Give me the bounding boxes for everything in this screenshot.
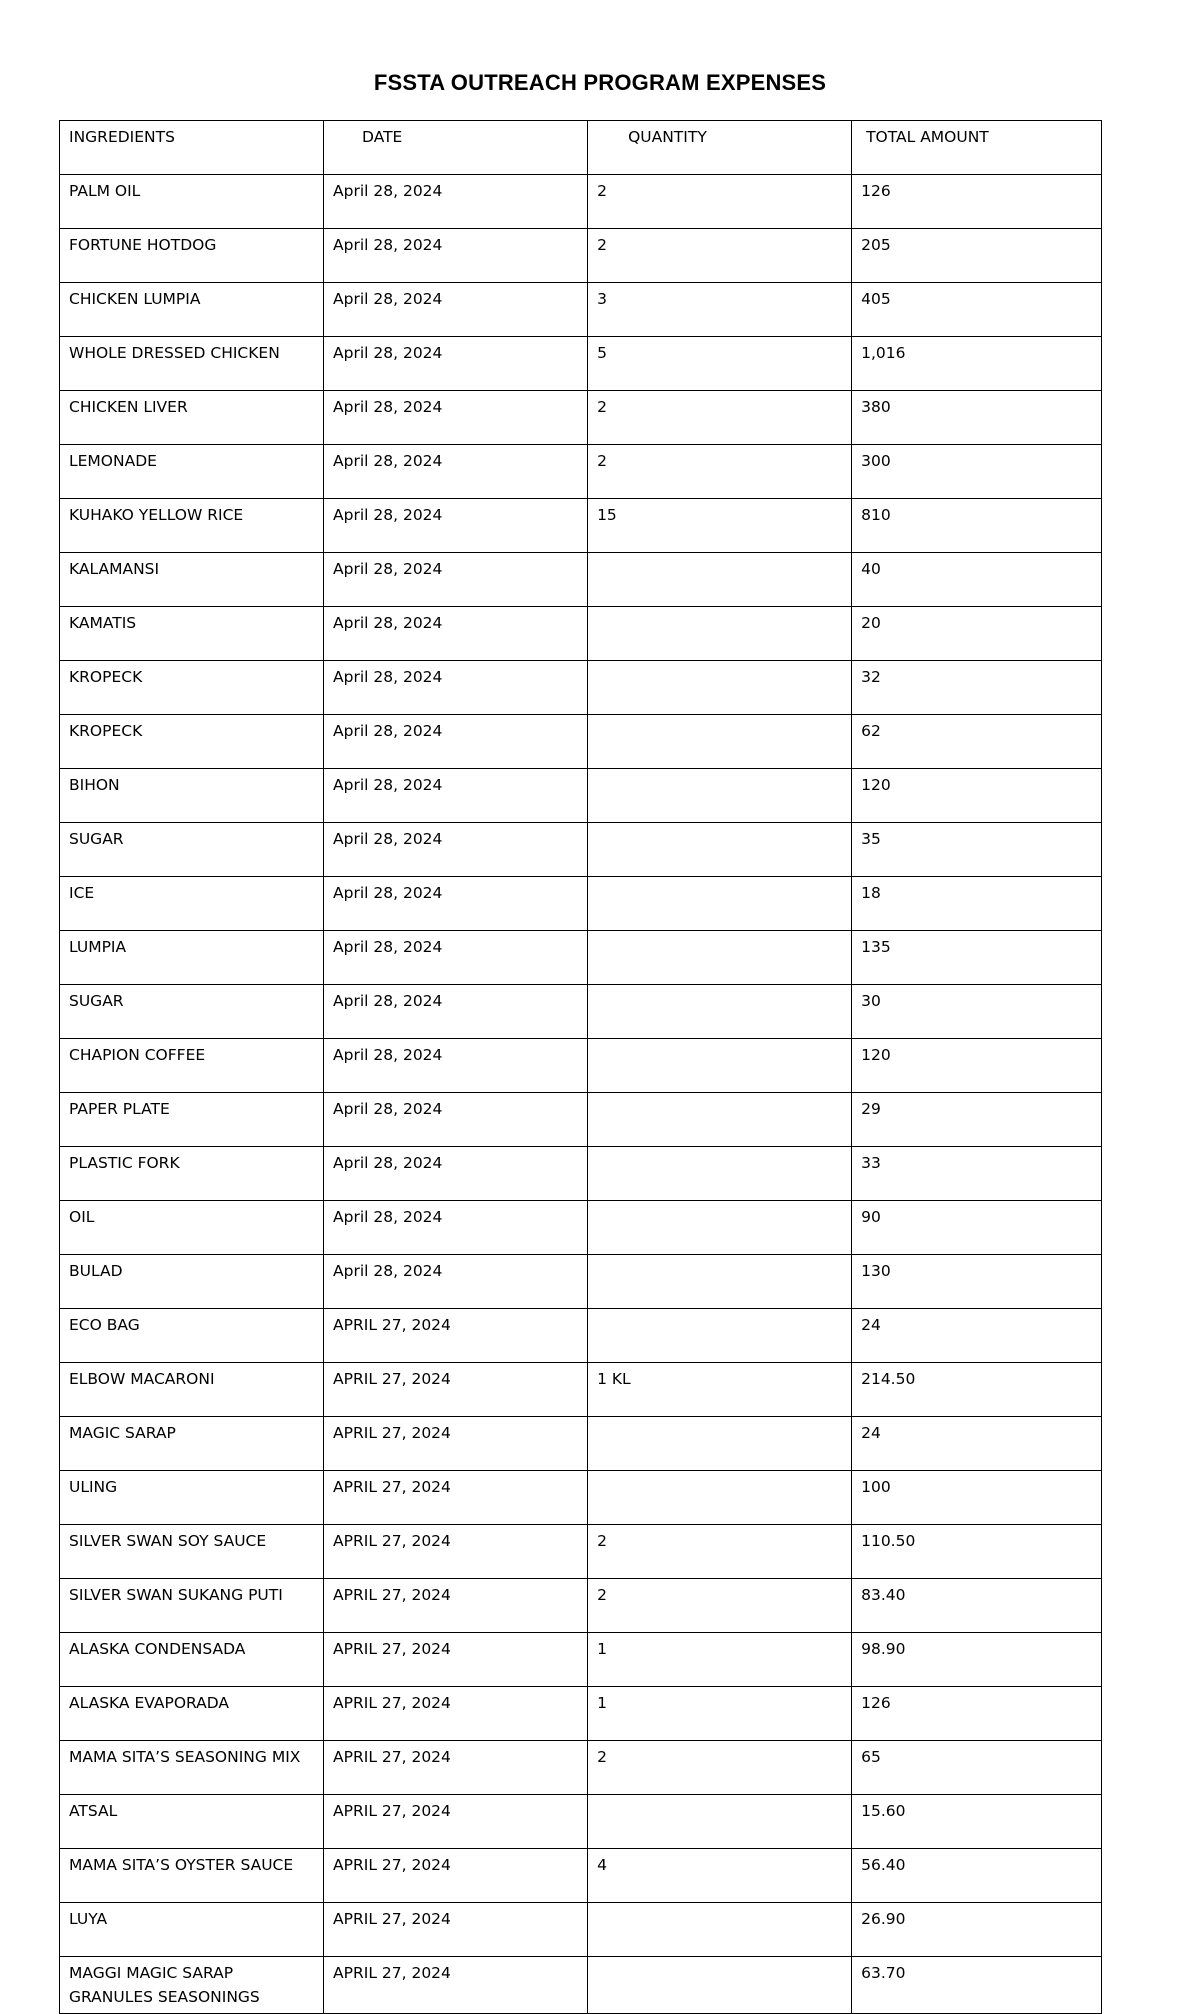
date-cell: APRIL 27, 2024 bbox=[324, 1849, 588, 1903]
date-cell: April 28, 2024 bbox=[324, 499, 588, 553]
table-row bbox=[60, 931, 1102, 985]
quantity-cell bbox=[588, 769, 852, 823]
table-row bbox=[60, 877, 1102, 931]
total-amount-cell: 62 bbox=[852, 715, 1102, 769]
ingredient-cell: ALASKA EVAPORADA bbox=[60, 1687, 324, 1741]
total-amount-cell: 380 bbox=[852, 391, 1102, 445]
expenses-table-body bbox=[60, 175, 1102, 2014]
date-cell: April 28, 2024 bbox=[324, 337, 588, 391]
column-header-date: DATE bbox=[324, 121, 588, 175]
quantity-cell bbox=[588, 1093, 852, 1147]
table-header-row bbox=[60, 121, 1102, 175]
ingredient-cell: ICE bbox=[60, 877, 324, 931]
total-amount-cell: 126 bbox=[852, 1687, 1102, 1741]
table-row bbox=[60, 1201, 1102, 1255]
total-amount-cell: 26.90 bbox=[852, 1903, 1102, 1957]
table-row bbox=[60, 607, 1102, 661]
total-amount-cell: 83.40 bbox=[852, 1579, 1102, 1633]
total-amount-cell: 810 bbox=[852, 499, 1102, 553]
column-header-ingredients: INGREDIENTS bbox=[60, 121, 324, 175]
quantity-cell bbox=[588, 607, 852, 661]
ingredient-cell: MAGGI MAGIC SARAP GRANULES SEASONINGS bbox=[60, 1957, 324, 2014]
quantity-cell: 1 KL bbox=[588, 1363, 852, 1417]
ingredient-cell: ELBOW MACARONI bbox=[60, 1363, 324, 1417]
table-row bbox=[60, 1039, 1102, 1093]
table-row bbox=[60, 1147, 1102, 1201]
date-cell: APRIL 27, 2024 bbox=[324, 1795, 588, 1849]
ingredient-cell: KUHAKO YELLOW RICE bbox=[60, 499, 324, 553]
table-row bbox=[60, 1471, 1102, 1525]
ingredient-cell: ATSAL bbox=[60, 1795, 324, 1849]
date-cell: April 28, 2024 bbox=[324, 1201, 588, 1255]
quantity-cell bbox=[588, 1039, 852, 1093]
quantity-cell: 3 bbox=[588, 283, 852, 337]
total-amount-cell: 135 bbox=[852, 931, 1102, 985]
quantity-cell bbox=[588, 1957, 852, 2014]
total-amount-cell: 24 bbox=[852, 1417, 1102, 1471]
ingredient-cell: WHOLE DRESSED CHICKEN bbox=[60, 337, 324, 391]
date-cell: APRIL 27, 2024 bbox=[324, 1903, 588, 1957]
quantity-cell bbox=[588, 1471, 852, 1525]
date-cell: April 28, 2024 bbox=[324, 985, 588, 1039]
table-row bbox=[60, 1903, 1102, 1957]
quantity-cell: 2 bbox=[588, 229, 852, 283]
date-cell: April 28, 2024 bbox=[324, 931, 588, 985]
table-row bbox=[60, 1309, 1102, 1363]
quantity-cell: 1 bbox=[588, 1687, 852, 1741]
date-cell: April 28, 2024 bbox=[324, 1255, 588, 1309]
date-cell: APRIL 27, 2024 bbox=[324, 1417, 588, 1471]
total-amount-cell: 29 bbox=[852, 1093, 1102, 1147]
date-cell: April 28, 2024 bbox=[324, 661, 588, 715]
date-cell: April 28, 2024 bbox=[324, 391, 588, 445]
total-amount-cell: 98.90 bbox=[852, 1633, 1102, 1687]
ingredient-cell: PALM OIL bbox=[60, 175, 324, 229]
date-cell: APRIL 27, 2024 bbox=[324, 1579, 588, 1633]
quantity-cell bbox=[588, 1795, 852, 1849]
ingredient-cell: SILVER SWAN SUKANG PUTI bbox=[60, 1579, 324, 1633]
table-row bbox=[60, 229, 1102, 283]
date-cell: April 28, 2024 bbox=[324, 607, 588, 661]
table-row bbox=[60, 175, 1102, 229]
table-row bbox=[60, 1417, 1102, 1471]
table-row bbox=[60, 283, 1102, 337]
ingredient-cell: KROPECK bbox=[60, 715, 324, 769]
date-cell: April 28, 2024 bbox=[324, 283, 588, 337]
quantity-cell bbox=[588, 1201, 852, 1255]
quantity-cell: 2 bbox=[588, 175, 852, 229]
ingredient-cell: SUGAR bbox=[60, 985, 324, 1039]
total-amount-cell: 120 bbox=[852, 769, 1102, 823]
quantity-cell bbox=[588, 1903, 852, 1957]
total-amount-cell: 33 bbox=[852, 1147, 1102, 1201]
total-amount-cell: 24 bbox=[852, 1309, 1102, 1363]
total-amount-cell: 35 bbox=[852, 823, 1102, 877]
date-cell: April 28, 2024 bbox=[324, 553, 588, 607]
ingredient-cell: MAMA SITA’S OYSTER SAUCE bbox=[60, 1849, 324, 1903]
quantity-cell bbox=[588, 1147, 852, 1201]
ingredient-cell: SILVER SWAN SOY SAUCE bbox=[60, 1525, 324, 1579]
ingredient-cell: LUYA bbox=[60, 1903, 324, 1957]
date-cell: April 28, 2024 bbox=[324, 445, 588, 499]
table-row bbox=[60, 499, 1102, 553]
total-amount-cell: 126 bbox=[852, 175, 1102, 229]
ingredient-cell: CHICKEN LUMPIA bbox=[60, 283, 324, 337]
table-row bbox=[60, 985, 1102, 1039]
table-row bbox=[60, 391, 1102, 445]
date-cell: April 28, 2024 bbox=[324, 823, 588, 877]
date-cell: April 28, 2024 bbox=[324, 175, 588, 229]
quantity-cell: 4 bbox=[588, 1849, 852, 1903]
quantity-cell bbox=[588, 715, 852, 769]
date-cell: APRIL 27, 2024 bbox=[324, 1957, 588, 2014]
table-row bbox=[60, 823, 1102, 877]
table-row bbox=[60, 1741, 1102, 1795]
date-cell: April 28, 2024 bbox=[324, 229, 588, 283]
table-row bbox=[60, 1957, 1102, 2014]
table-row bbox=[60, 1687, 1102, 1741]
table-row bbox=[60, 1579, 1102, 1633]
table-row bbox=[60, 715, 1102, 769]
quantity-cell bbox=[588, 823, 852, 877]
ingredient-cell: PAPER PLATE bbox=[60, 1093, 324, 1147]
total-amount-cell: 300 bbox=[852, 445, 1102, 499]
table-row bbox=[60, 1525, 1102, 1579]
ingredient-cell: CHICKEN LIVER bbox=[60, 391, 324, 445]
total-amount-cell: 120 bbox=[852, 1039, 1102, 1093]
total-amount-cell: 63.70 bbox=[852, 1957, 1102, 2014]
date-cell: April 28, 2024 bbox=[324, 1039, 588, 1093]
total-amount-cell: 205 bbox=[852, 229, 1102, 283]
ingredient-cell: MAGIC SARAP bbox=[60, 1417, 324, 1471]
total-amount-cell: 32 bbox=[852, 661, 1102, 715]
quantity-cell: 2 bbox=[588, 1741, 852, 1795]
quantity-cell bbox=[588, 931, 852, 985]
table-row bbox=[60, 661, 1102, 715]
date-cell: April 28, 2024 bbox=[324, 769, 588, 823]
quantity-cell: 2 bbox=[588, 391, 852, 445]
table-row bbox=[60, 1363, 1102, 1417]
quantity-cell bbox=[588, 877, 852, 931]
ingredient-cell: SUGAR bbox=[60, 823, 324, 877]
total-amount-cell: 15.60 bbox=[852, 1795, 1102, 1849]
date-cell: APRIL 27, 2024 bbox=[324, 1471, 588, 1525]
total-amount-cell: 100 bbox=[852, 1471, 1102, 1525]
ingredient-cell: PLASTIC FORK bbox=[60, 1147, 324, 1201]
ingredient-cell: MAMA SITA’S SEASONING MIX bbox=[60, 1741, 324, 1795]
total-amount-cell: 214.50 bbox=[852, 1363, 1102, 1417]
date-cell: APRIL 27, 2024 bbox=[324, 1525, 588, 1579]
quantity-cell bbox=[588, 985, 852, 1039]
date-cell: APRIL 27, 2024 bbox=[324, 1633, 588, 1687]
page-title: FSSTA OUTREACH PROGRAM EXPENSES bbox=[373, 70, 827, 95]
ingredient-cell: ECO BAG bbox=[60, 1309, 324, 1363]
ingredient-cell: KALAMANSI bbox=[60, 553, 324, 607]
total-amount-cell: 40 bbox=[852, 553, 1102, 607]
ingredient-cell: KAMATIS bbox=[60, 607, 324, 661]
total-amount-cell: 1,016 bbox=[852, 337, 1102, 391]
expenses-table bbox=[59, 120, 1102, 2014]
total-amount-cell: 90 bbox=[852, 1201, 1102, 1255]
ingredient-cell: BULAD bbox=[60, 1255, 324, 1309]
quantity-cell bbox=[588, 1309, 852, 1363]
quantity-cell: 2 bbox=[588, 1579, 852, 1633]
total-amount-cell: 30 bbox=[852, 985, 1102, 1039]
quantity-cell bbox=[588, 1417, 852, 1471]
ingredient-cell: LEMONADE bbox=[60, 445, 324, 499]
total-amount-cell: 20 bbox=[852, 607, 1102, 661]
quantity-cell bbox=[588, 661, 852, 715]
date-cell: April 28, 2024 bbox=[324, 715, 588, 769]
date-cell: APRIL 27, 2024 bbox=[324, 1741, 588, 1795]
ingredient-cell: KROPECK bbox=[60, 661, 324, 715]
ingredient-cell: CHAPION COFFEE bbox=[60, 1039, 324, 1093]
ingredient-cell: FORTUNE HOTDOG bbox=[60, 229, 324, 283]
quantity-cell: 2 bbox=[588, 1525, 852, 1579]
ingredient-cell: OIL bbox=[60, 1201, 324, 1255]
table-row bbox=[60, 1795, 1102, 1849]
table-row bbox=[60, 553, 1102, 607]
table-row bbox=[60, 1255, 1102, 1309]
date-cell: April 28, 2024 bbox=[324, 1093, 588, 1147]
table-row bbox=[60, 1633, 1102, 1687]
quantity-cell bbox=[588, 553, 852, 607]
table-row bbox=[60, 1093, 1102, 1147]
total-amount-cell: 130 bbox=[852, 1255, 1102, 1309]
total-amount-cell: 56.40 bbox=[852, 1849, 1102, 1903]
quantity-cell: 2 bbox=[588, 445, 852, 499]
total-amount-cell: 405 bbox=[852, 283, 1102, 337]
date-cell: APRIL 27, 2024 bbox=[324, 1687, 588, 1741]
total-amount-cell: 18 bbox=[852, 877, 1102, 931]
quantity-cell: 5 bbox=[588, 337, 852, 391]
table-row bbox=[60, 1849, 1102, 1903]
date-cell: APRIL 27, 2024 bbox=[324, 1309, 588, 1363]
total-amount-cell: 65 bbox=[852, 1741, 1102, 1795]
total-amount-cell: 110.50 bbox=[852, 1525, 1102, 1579]
quantity-cell: 1 bbox=[588, 1633, 852, 1687]
column-header-quantity: QUANTITY bbox=[588, 121, 852, 175]
table-row bbox=[60, 337, 1102, 391]
date-cell: April 28, 2024 bbox=[324, 877, 588, 931]
table-row bbox=[60, 769, 1102, 823]
ingredient-cell: BIHON bbox=[60, 769, 324, 823]
quantity-cell: 15 bbox=[588, 499, 852, 553]
quantity-cell bbox=[588, 1255, 852, 1309]
table-row bbox=[60, 445, 1102, 499]
column-header-total-amount: TOTAL AMOUNT bbox=[852, 121, 1102, 175]
ingredient-cell: ULING bbox=[60, 1471, 324, 1525]
date-cell: APRIL 27, 2024 bbox=[324, 1363, 588, 1417]
ingredient-cell: LUMPIA bbox=[60, 931, 324, 985]
date-cell: April 28, 2024 bbox=[324, 1147, 588, 1201]
ingredient-cell: ALASKA CONDENSADA bbox=[60, 1633, 324, 1687]
